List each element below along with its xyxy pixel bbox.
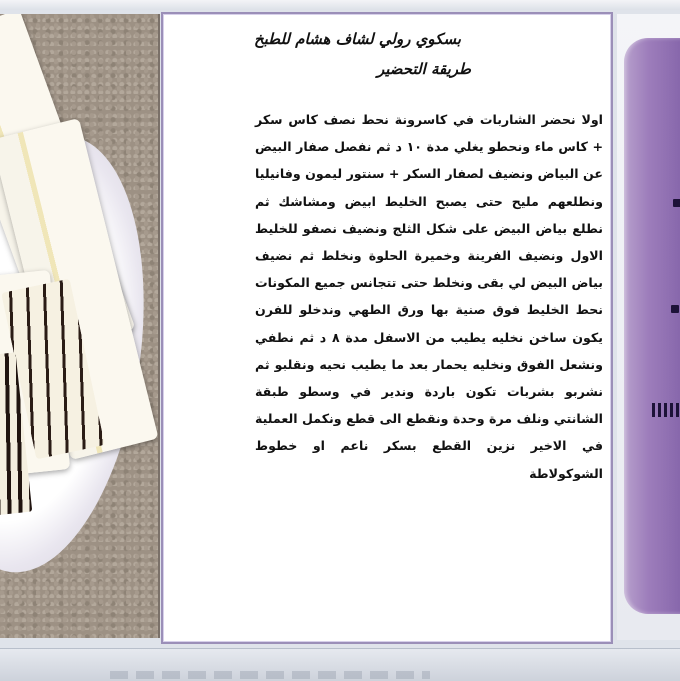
recipe-subtitle: طريقة التحضير	[377, 60, 471, 78]
top-border	[0, 0, 680, 10]
recipe-card	[161, 12, 613, 644]
side-panel-text-fragment	[673, 199, 680, 207]
bottom-border	[0, 648, 680, 681]
cake-photo	[0, 14, 160, 638]
side-panel-text-fragment	[652, 403, 680, 417]
side-panel	[624, 38, 680, 614]
recipe-title: بسكوي رولي لشاف هشام للطبخ	[253, 30, 461, 48]
side-panel-text-fragment	[671, 305, 679, 313]
bottom-shadow	[110, 671, 430, 679]
recipe-instructions: اولا نحضر الشاربات في كاسرونة نحط نصف كاس سكر + كاس ماء ونحطو يغلي مدة ١٠ د ثم نفصل صفار البيض عن البياض ونضيف لصفار السكر + سنتور ليمون وفانيليا ونطلعهم مليح حتى يصبح الخليط ابيض ومشاشك ثم نطلع بياض البيض على شكل الثلج ونضيف نصفو للخليط الاول ونضيف الفرينة وخميرة الحلوة ونخلط ثم نضيف بياض البيض لي بقى ونخلط حتى تتجانس جميع المكونات نحط الخليط فوق صنية بها ورق الطهي وندخلو للفرن يكون ساخن نخليه يطيب من الاسفل مدة ٨ د ثم نطفي ونشعل الفوق ونخليه يحمار بعد ما يطيب نحيه ونقلبو ثم نشربو بشربات تكون باردة وندير في وسطو طبقة الشانتي ونلف مرة وحدة ونقطع الى قطع ونكمل العملية في الاخير نزين القطع بسكر ناعم او خطوط الشوكولاطة	[255, 112, 603, 481]
